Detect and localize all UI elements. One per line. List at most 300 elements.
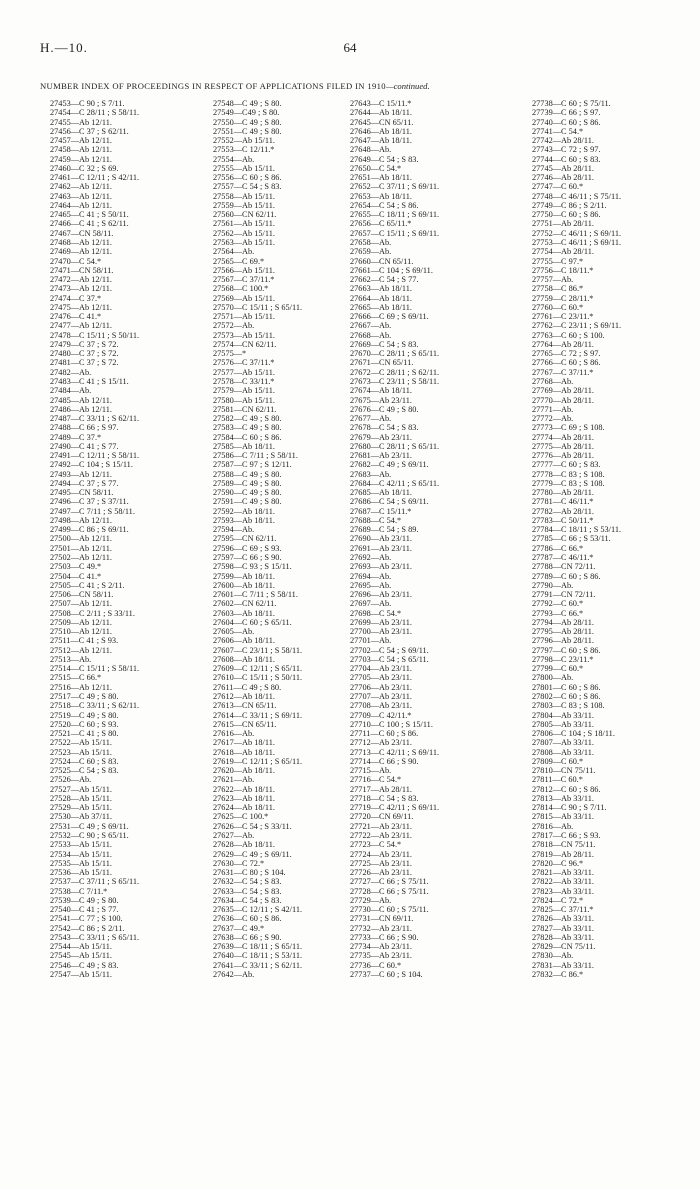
index-entry: 27706—Ab 23/11.: [350, 682, 412, 692]
index-entry: 27539—C 49 ; S 80.: [50, 895, 119, 905]
index-entry: 27688—C 54.*: [350, 515, 402, 525]
index-entry: 27507—Ab 12/11.: [50, 599, 112, 609]
index-entry: 27506—CN 58/11.: [50, 590, 114, 600]
index-column-3: [350, 99, 512, 979]
index-entry: 27758—C 86.*: [532, 284, 584, 294]
index-entry: 27800—Ab.: [532, 673, 574, 683]
index-entry: 27519—C 49 ; S 80.: [50, 710, 119, 720]
index-entry: 27609—C 12/11 ; S 65/11.: [213, 664, 303, 674]
index-entry: 27466—C 41 ; S 62/11.: [50, 219, 129, 229]
index-entry: 27523—Ab 15/11.: [50, 747, 112, 757]
index-entry: 27631—C 80 ; S 104.: [213, 868, 286, 878]
index-entry: 27785—C 66 ; S 53/11.: [532, 534, 611, 544]
index-entry: 27457—Ab 12/11.: [50, 136, 112, 146]
index-entry: 27805—Ab 33/11.: [532, 719, 594, 729]
index-entry: 27655—C 18/11 ; S 69/11.: [350, 210, 440, 220]
index-entry: 27502—Ab 12/11.: [50, 553, 112, 563]
index-entry: 27565—C 69.*: [213, 256, 265, 266]
index-entry: 27495—CN 58/11.: [50, 488, 114, 498]
index-entry: 27577—Ab 15/11.: [213, 367, 275, 377]
index-entry: 27699—Ab 23/11.: [350, 617, 412, 627]
index-entry: 27564—Ab.: [213, 247, 255, 257]
index-entry: 27768—Ab.: [532, 376, 574, 386]
index-entry: 27465—C 41 ; S 50/11.: [50, 210, 129, 220]
index-entry: 27618—Ab 18/11.: [213, 747, 275, 757]
index-entry: 27786—C 66.*: [532, 543, 584, 553]
index-entry: 27712—Ab 23/11.: [350, 738, 412, 748]
index-entry: 27546—C 49 ; S 83.: [50, 960, 119, 970]
index-entry: 27453—C 90 ; S 7/11.: [50, 99, 125, 108]
index-entry: 27687—C 15/11.*: [350, 506, 412, 516]
index-entry: 27651—Ab 18/11.: [350, 173, 412, 183]
index-entry: 27464—Ab 12/11.: [50, 200, 112, 210]
index-entry: 27615—CN 65/11.: [213, 719, 277, 729]
index-entry: 27709—C 42/11.*: [350, 710, 412, 720]
index-entry: 27471—CN 58/11.: [50, 265, 114, 275]
index-entry: 27764—Ab 28/11.: [532, 339, 594, 349]
index-entry: 27682—C 49 ; S 69/11.: [350, 460, 429, 470]
index-entry: 27576—C 37/11.*: [213, 358, 275, 368]
index-column-1: [50, 99, 212, 979]
index-entry: 27817—C 66 ; S 93.: [532, 830, 601, 840]
index-entry: 27819—Ab 28/11.: [532, 849, 594, 859]
index-entry: 27736—C 60.*: [350, 960, 402, 970]
index-entry: 27760—C 60.*: [532, 302, 584, 312]
index-entry: 27590—C 49 ; S 80.: [213, 488, 282, 498]
index-entry: 27501—Ab 12/11.: [50, 543, 112, 553]
index-entry: 27524—C 60 ; S 83.: [50, 756, 119, 766]
index-entry: 27775—Ab 28/11.: [532, 441, 594, 451]
index-entry: 27761—C 23/11.*: [532, 312, 594, 322]
index-entry: 27583—C 49 ; S 80.: [213, 423, 282, 433]
index-entry: 27747—C 60.*: [532, 182, 584, 192]
index-entry: 27815—Ab 33/11.: [532, 812, 594, 822]
index-entry: 27744—C 60 ; S 83.: [532, 154, 601, 164]
index-entry: 27479—C 37 ; S 72.: [50, 339, 119, 349]
index-entry: 27462—Ab 12/11.: [50, 182, 112, 192]
index-entry: 27624—Ab 18/11.: [213, 803, 275, 813]
index-entry: 27455—Ab 12/11.: [50, 117, 112, 127]
index-entry: 27673—C 23/11 ; S 58/11.: [350, 376, 440, 386]
index-entry: 27518—C 33/11 ; S 62/11.: [50, 701, 140, 711]
index-entry: 27720—CN 69/11.: [350, 812, 414, 822]
index-entry: 27626—C 54 ; S 33/11.: [213, 821, 292, 831]
index-entry: 27511—C 41 ; S 93.: [50, 636, 119, 646]
index-entry: 27730—C 60 ; S 75/11.: [350, 905, 429, 915]
index-entry: 27550—C 49 ; S 80.: [213, 117, 282, 127]
index-entry: 27504—C 41.*: [50, 571, 102, 581]
index-entry: 27558—Ab 15/11.: [213, 191, 275, 201]
index-entry: 27713—C 42/11 ; S 69/11.: [350, 747, 440, 757]
index-entry: 27668—Ab.: [350, 330, 392, 340]
index-entry: 27778—C 83 ; S 108.: [532, 469, 605, 479]
index-entry: 27595—CN 62/11.: [213, 534, 277, 544]
index-entry: 27691—Ab 23/11.: [350, 543, 412, 553]
index-entry: 27813—Ab 33/11.: [532, 793, 594, 803]
index-entry: 27616—Ab.: [213, 729, 255, 739]
index-entry: 27766—C 60 ; S 86.: [532, 358, 601, 368]
index-entry: 27765—C 72 ; S 97.: [532, 349, 601, 359]
index-entry: 27630—C 72.*: [213, 858, 265, 868]
index-entry: 27710—C 100 ; S 15/11.: [350, 719, 433, 729]
index-entry: 27563—Ab 15/11.: [213, 237, 275, 247]
index-entry: 27498—Ab 12/11.: [50, 515, 112, 525]
index-entry: 27522—Ab 15/11.: [50, 738, 112, 748]
index-entry: 27645—CN 65/11.: [350, 117, 414, 127]
index-entry: 27771—Ab.: [532, 404, 574, 414]
index-entry: 27617—Ab 18/11.: [213, 738, 275, 748]
index-entry: 27697—Ab.: [350, 599, 392, 609]
index-entry: 27493—Ab 12/11.: [50, 469, 112, 479]
index-entry: 27669—C 54 ; S 83.: [350, 339, 419, 349]
index-entry: 27698—C 54.*: [350, 608, 402, 618]
index-entry: 27810—CN 75/11.: [532, 766, 596, 776]
index-entry: 27798—C 23/11.*: [532, 654, 594, 664]
index-entry: 27783—C 50/11.*: [532, 515, 594, 525]
index-entry: 27723—C 54.*: [350, 840, 402, 850]
index-entry: 27701—Ab.: [350, 636, 392, 646]
index-entry: 27675—Ab 23/11.: [350, 395, 412, 405]
index-entry: 27635—C 12/11 ; S 42/11.: [213, 905, 303, 915]
index-entry: 27816—Ab.: [532, 821, 574, 831]
index-entry: 27814—C 90 ; S 7/11.: [532, 803, 607, 813]
index-entry: 27676—C 49 ; S 80.: [350, 404, 419, 414]
index-entry: 27731—CN 69/11.: [350, 914, 414, 924]
index-entry: 27488—C 66 ; S 97.: [50, 423, 119, 433]
index-entry: 27777—C 60 ; S 83.: [532, 460, 601, 470]
index-entry: 27463—Ab 12/11.: [50, 191, 112, 201]
index-entry: 27657—C 15/11 ; S 69/11.: [350, 228, 440, 238]
index-entry: 27787—C 46/11.*: [532, 553, 594, 563]
index-entry: 27782—Ab 28/11.: [532, 506, 594, 516]
index-entry: 27621—Ab.: [213, 775, 255, 785]
index-entry: 27788—CN 72/11.: [532, 562, 596, 572]
index-entry: 27755—C 97.*: [532, 256, 584, 266]
index-entry: 27689—C 54 ; S 89.: [350, 525, 419, 535]
index-entry: 27797—C 60 ; S 86.: [532, 645, 601, 655]
index-entry: 27578—C 33/11.*: [213, 376, 275, 386]
index-entry: 27690—Ab 23/11.: [350, 534, 412, 544]
index-entry: 27557—C 54 ; S 83.: [213, 182, 282, 192]
index-entry: 27700—Ab 23/11.: [350, 627, 412, 637]
index-entry: 27625—C 100.*: [213, 812, 269, 822]
index-entry: 27749—C 86 ; S 2/11.: [532, 200, 607, 210]
index-entry: 27686—C 54 ; S 69/11.: [350, 497, 429, 507]
index-entry: 27487—C 33/11 ; S 62/11.: [50, 414, 140, 424]
index-entry: 27714—C 66 ; S 90.: [350, 756, 419, 766]
index-entry: 27581—CN 62/11.: [213, 404, 277, 414]
index-entry: 27647—Ab 18/11.: [350, 136, 412, 146]
index-entry: 27822—Ab 33/11.: [532, 877, 594, 887]
index-entry: 27639—C 18/11 ; S 65/11.: [213, 942, 303, 952]
index-column-4: [532, 99, 694, 979]
index-entry: 27751—Ab 28/11.: [532, 219, 594, 229]
index-entry: 27601—C 7/11 ; S 58/11.: [213, 590, 298, 600]
index-entry: 27547—Ab 15/11.: [50, 969, 112, 979]
index-entry: 27633—C 54 ; S 83.: [213, 886, 282, 896]
index-entry: 27468—Ab 12/11.: [50, 237, 112, 247]
index-entry: 27799—C 60.*: [532, 664, 584, 674]
index-entry: 27543—C 33/11 ; S 65/11.: [50, 932, 140, 942]
index-entry: 27734—Ab 23/11.: [350, 942, 412, 952]
index-entry: 27670—C 28/11 ; S 65/11.: [350, 349, 440, 359]
index-entry: 27628—Ab 18/11.: [213, 840, 275, 850]
index-entry: 27692—Ab.: [350, 553, 392, 563]
index-entry: 27715—Ab.: [350, 766, 392, 776]
index-entry: 27781—C 46/11.*: [532, 497, 594, 507]
index-entry: 27483—C 41 ; S 15/11.: [50, 376, 129, 386]
index-entry: 27572—Ab.: [213, 321, 255, 331]
index-entry: 27827—Ab 33/11.: [532, 923, 594, 933]
index-entry: 27600—Ab 18/11.: [213, 580, 275, 590]
index-entry: 27481—C 37 ; S 72.: [50, 358, 119, 368]
index-entry: 27695—Ab.: [350, 580, 392, 590]
index-entry: 27678—C 54 ; S 83.: [350, 423, 419, 433]
index-entry: 27667—Ab.: [350, 321, 392, 331]
index-entry: 27560—CN 62/11.: [213, 210, 277, 220]
index-entry: 27711—C 60 ; S 86.: [350, 729, 419, 739]
index-entry: 27658—Ab.: [350, 237, 392, 247]
index-entry: 27739—C 66 ; S 97.: [532, 108, 601, 118]
index-entry: 27818—CN 75/11.: [532, 840, 596, 850]
index-entry: 27716—C 54.*: [350, 775, 402, 785]
index-entry: 27757—Ab.: [532, 275, 574, 285]
index-entry: 27491—C 12/11 ; S 58/11.: [50, 451, 140, 461]
index-entry: 27542—C 86 ; S 2/11.: [50, 923, 125, 933]
index-entry: 27811—C 60.*: [532, 775, 583, 785]
index-entry: 27638—C 66 ; S 90.: [213, 932, 282, 942]
index-entry: 27536—Ab 15/11.: [50, 868, 112, 878]
index-entry: 27540—C 41 ; S 77.: [50, 905, 119, 915]
index-entry: 27696—Ab 23/11.: [350, 590, 412, 600]
index-entry: 27703—C 54 ; S 65/11.: [350, 654, 429, 664]
index-entry: 27596—C 69 ; S 93.: [213, 543, 282, 553]
index-entry: 27531—C 49 ; S 69/11.: [50, 821, 129, 831]
index-entry: 27746—Ab 28/11.: [532, 173, 594, 183]
index-entry: 27671—CN 65/11.: [350, 358, 414, 368]
index-entry: 27510—Ab 12/11.: [50, 627, 112, 637]
index-entry: 27527—Ab 15/11.: [50, 784, 112, 794]
index-entry: 27567—C 37/11.*: [213, 275, 275, 285]
index-entry: 27644—Ab 18/11.: [350, 108, 412, 118]
index-entry: 27722—Ab 23/11.: [350, 830, 412, 840]
index-entry: 27604—C 60 ; S 65/11.: [213, 617, 292, 627]
index-entry: 27509—Ab 12/11.: [50, 617, 112, 627]
index-entry: 27622—Ab 18/11.: [213, 784, 275, 794]
index-entry: 27520—C 60 ; S 93.: [50, 719, 119, 729]
index-entry: 27494—C 37 ; S 77.: [50, 478, 119, 488]
index-entry: 27679—Ab 23/11.: [350, 432, 412, 442]
index-entry: 27680—C 28/11 ; S 65/11.: [350, 441, 440, 451]
index-entry: 27569—Ab 15/11.: [213, 293, 275, 303]
index-entry: 27525—C 54 ; S 83.: [50, 766, 119, 776]
index-entry: 27489—C 37.*: [50, 432, 102, 442]
index-entry: 27529—Ab 15/11.: [50, 803, 112, 813]
index-entry: 27718—C 54 ; S 83.: [350, 793, 419, 803]
index-entry: 27832—C 86.*: [532, 969, 584, 979]
index-entry: 27460—C 32 ; S 69.: [50, 163, 119, 173]
index-entry: 27554—Ab.: [213, 154, 255, 164]
index-entry: 27821—Ab 33/11.: [532, 868, 594, 878]
index-entry: 27733—C 66 ; S 90.: [350, 932, 419, 942]
index-entry: 27497—C 7/11 ; S 58/11.: [50, 506, 135, 516]
index-entry: 27551—C 49 ; S 80.: [213, 126, 282, 136]
index-entry: 27585—Ab 18/11.: [213, 441, 275, 451]
index-entry: 27456—C 37 ; S 62/11.: [50, 126, 129, 136]
index-entry: 27475—Ab 12/11.: [50, 302, 112, 312]
index-entry: 27661—C 104 ; S 69/11.: [350, 265, 433, 275]
index-entry: 27538—C 7/11.*: [50, 886, 108, 896]
index-entry: 27831—Ab 33/11.: [532, 960, 594, 970]
index-entry: 27704—Ab 23/11.: [350, 664, 412, 674]
index-entry: 27476—C 41.*: [50, 312, 102, 322]
index-entry: 27607—C 23/11 ; S 58/11.: [213, 645, 303, 655]
index-entry: 27732—Ab 23/11.: [350, 923, 412, 933]
index-entry: 27474—C 37.*: [50, 293, 102, 303]
index-entry: 27549—C49 ; S 80.: [213, 108, 280, 118]
index-entry: 27795—Ab 28/11.: [532, 627, 594, 637]
index-entry: 27513—Ab.: [50, 654, 92, 664]
index-entry: 27708—Ab 23/11.: [350, 701, 412, 711]
index-entry: 27571—Ab 15/11.: [213, 312, 275, 322]
index-entry: 27762—C 23/11 ; S 69/11.: [532, 321, 622, 331]
index-entry: 27684—C 42/11 ; S 65/11.: [350, 478, 440, 488]
index-entry: 27588—C 49 ; S 80.: [213, 469, 282, 479]
index-entry: 27470—C 54.*: [50, 256, 102, 266]
index-entry: 27745—Ab 28/11.: [532, 163, 594, 173]
index-entry: 27566—Ab 15/11.: [213, 265, 275, 275]
index-entry: 27591—C 49 ; S 80.: [213, 497, 282, 507]
index-entry: 27623—Ab 18/11.: [213, 793, 275, 803]
index-entry: 27652—C 37/11 ; S 69/11.: [350, 182, 440, 192]
index-entry: 27521—C 41 ; S 80.: [50, 729, 119, 739]
index-entry: 27602—CN 62/11.: [213, 599, 277, 609]
index-entry: 27759—C 28/11.*: [532, 293, 594, 303]
index-entry: 27729—Ab.: [350, 895, 392, 905]
index-entry: 27664—Ab 18/11.: [350, 293, 412, 303]
index-entry: 27562—Ab 15/11.: [213, 228, 275, 238]
index-entry: 27480—C 37 ; S 72.: [50, 349, 119, 359]
index-entry: 27500—Ab 12/11.: [50, 534, 112, 544]
index-entry: 27640—C 18/11 ; S 53/11.: [213, 951, 303, 961]
index-entry: 27568—C 100.*: [213, 284, 269, 294]
page-title: [40, 81, 680, 91]
index-entry: 27484—Ab.: [50, 386, 92, 396]
index-entry: 27808—Ab 33/11.: [532, 747, 594, 757]
index-entry: 27582—C 49 ; S 80.: [213, 414, 282, 424]
index-entry: 27584—C 60 ; S 86.: [213, 432, 282, 442]
index-entry: 27656—C 65/11.*: [350, 219, 412, 229]
index-entry: 27516—Ab 12/11.: [50, 682, 112, 692]
index-entry: 27750—C 60 ; S 86.: [532, 210, 601, 220]
index-entry: 27728—C 66 ; S 75/11.: [350, 886, 429, 896]
index-entry: 27575—*: [213, 349, 247, 359]
index-entry: 27743—C 72 ; S 97.: [532, 145, 601, 155]
index-entry: 27637—C 49.*: [213, 923, 265, 933]
page-number: 64: [343, 40, 357, 55]
index-entry: 27459—Ab 12/11.: [50, 154, 112, 164]
index-entry: 27694—Ab.: [350, 571, 392, 581]
index-entry: 27763—C 60 ; S 100.: [532, 330, 605, 340]
index-entry: 27646—Ab 18/11.: [350, 126, 412, 136]
index-entry: 27514—C 15/11 ; S 58/11.: [50, 664, 140, 674]
index-entry: 27641—C 33/11 ; S 62/11.: [213, 960, 303, 970]
index-entry: 27627—Ab.: [213, 830, 255, 840]
index-entry: 27769—Ab 28/11.: [532, 386, 594, 396]
index-entry: 27674—Ab 18/11.: [350, 386, 412, 396]
index-entry: 27702—C 54 ; S 69/11.: [350, 645, 429, 655]
index-entry: 27663—Ab 18/11.: [350, 284, 412, 294]
index-entry: 27802—C 60 ; S 86.: [532, 692, 601, 701]
index-entry: 27748—C 46/11 ; S 75/11.: [532, 191, 622, 201]
index-entry: 27535—Ab 15/11.: [50, 858, 112, 868]
index-entry: 27717—Ab 28/11.: [350, 784, 412, 794]
index-entry: 27825—C 37/11.*: [532, 905, 594, 915]
index-entry: 27737—C 60 ; S 104.: [350, 969, 423, 979]
index-entry: 27790—Ab.: [532, 580, 574, 590]
index-entry: 27741—C 54.*: [532, 126, 584, 136]
index-entry: 27534—Ab 15/11.: [50, 849, 112, 859]
index-entry: 27537—C 37/11 ; S 65/11.: [50, 877, 140, 887]
index-entry: 27784—C 18/11 ; S 53/11.: [532, 525, 622, 535]
index-entry: 27586—C 7/11 ; S 58/11.: [213, 451, 298, 461]
index-entry: 27830—Ab.: [532, 951, 574, 961]
index-entry: 27458—Ab 12/11.: [50, 145, 112, 155]
index-entry: 27613—CN 65/11.: [213, 701, 277, 711]
index-entry: 27593—Ab 18/11.: [213, 515, 275, 525]
index-entry: 27672—C 28/11 ; S 62/11.: [350, 367, 440, 377]
index-entry: 27780—Ab 28/11.: [532, 488, 594, 498]
index-entry: 27794—Ab 28/11.: [532, 617, 594, 627]
index-entry: 27801—C 60 ; S 86.: [532, 682, 601, 692]
index-entry: 27721—Ab 23/11.: [350, 821, 412, 831]
index-entry: 27752—C 46/11 ; S 69/11.: [532, 228, 622, 238]
index-entry: 27738—C 60 ; S 75/11.: [532, 99, 611, 108]
index-entry: 27526—Ab.: [50, 775, 92, 785]
index-entry: 27532—C 90 ; S 65/11.: [50, 830, 129, 840]
index-entry: 27467—CN 58/11.: [50, 228, 114, 238]
index-entry: 27650—C 54.*: [350, 163, 402, 173]
index-entry: 27517—C 49 ; S 80.: [50, 692, 119, 701]
index-entry: 27605—Ab.: [213, 627, 255, 637]
index-entry: 27492—C 104 ; S 15/11.: [50, 460, 133, 470]
index-entry: 27614—C 33/11 ; S 69/11.: [213, 710, 303, 720]
index-entry: 27454—C 28/11 ; S 58/11.: [50, 108, 140, 118]
index-entry: 27662—C 54 ; S 77.: [350, 275, 419, 285]
index-entry: 27666—C 69 ; S 69/11.: [350, 312, 429, 322]
index-entry: 27753—C 46/11 ; S 69/11.: [532, 237, 622, 247]
index-entry: 27725—Ab 23/11.: [350, 858, 412, 868]
index-entry: 27597—C 66 ; S 90.: [213, 553, 282, 563]
index-entry: 27552—Ab 15/11.: [213, 136, 275, 146]
index-entry: 27553—C 12/11.*: [213, 145, 275, 155]
index-entry: 27707—Ab 23/11.: [350, 692, 412, 701]
title-continued: —continued.: [385, 81, 430, 91]
index-entry: 27643—C 15/11.*: [350, 99, 412, 108]
index-entry: 27533—Ab 15/11.: [50, 840, 112, 850]
index-entry: 27660—CN 65/11.: [350, 256, 414, 266]
document-code: H.—10.: [40, 40, 88, 55]
index-entry: 27654—C 54 ; S 86.: [350, 200, 419, 210]
index-entry: 27653—Ab 18/11.: [350, 191, 412, 201]
index-entry: 27649—C 54 ; S 83.: [350, 154, 419, 164]
index-entry: 27606—Ab 18/11.: [213, 636, 275, 646]
index-entry: 27559—Ab 15/11.: [213, 200, 275, 210]
index-entry: 27756—C 18/11.*: [532, 265, 594, 275]
index-entry: 27541—C 77 ; S 100.: [50, 914, 123, 924]
index-entry: 27681—Ab 23/11.: [350, 451, 412, 461]
index-entry: 27634—C 54 ; S 83.: [213, 895, 282, 905]
